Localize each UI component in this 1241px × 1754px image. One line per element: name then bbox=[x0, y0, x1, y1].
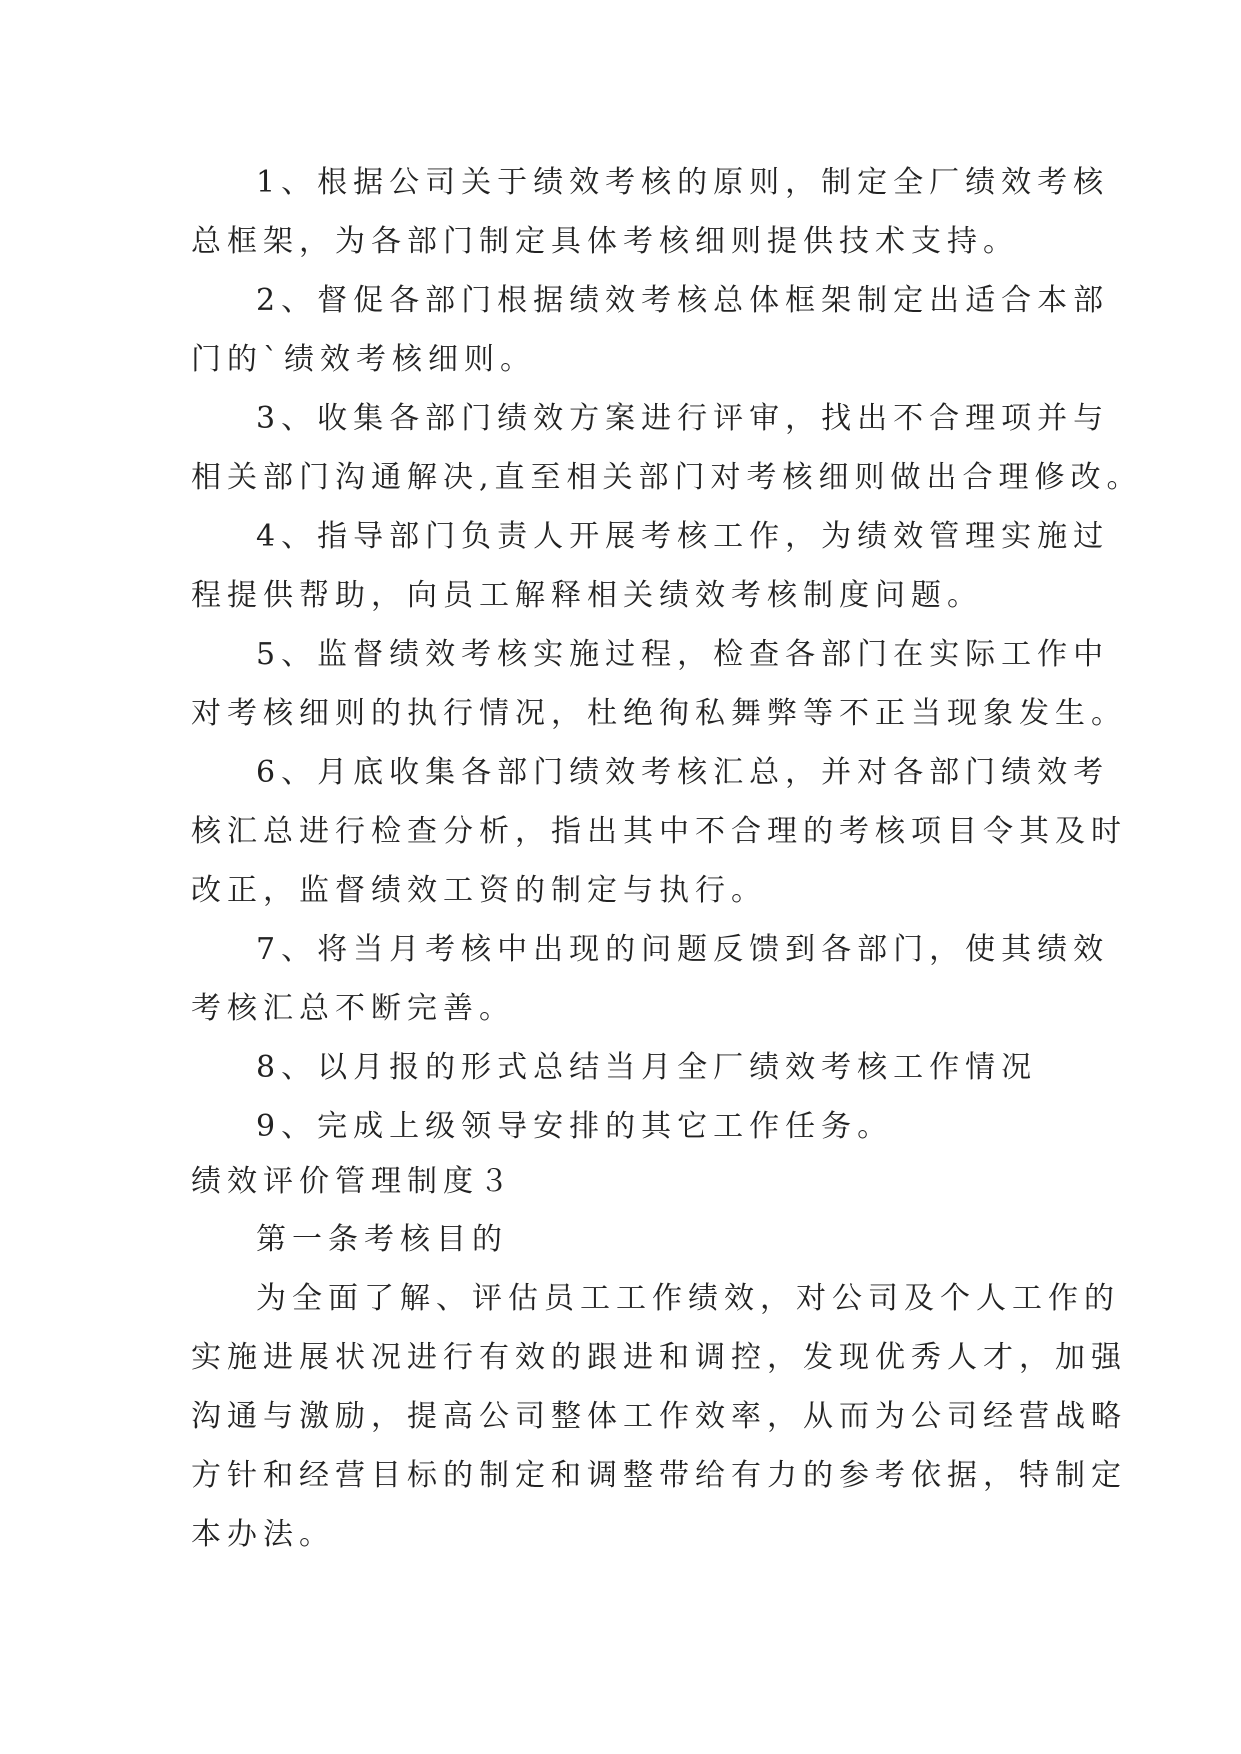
paragraph-line: 为全面了解、评估员工工作绩效，对公司及个人工作的 bbox=[256, 1281, 1120, 1316]
paragraph-line: 总框架，为各部门制定具体考核细则提供技术支持。 bbox=[191, 224, 1019, 259]
paragraph-line: 方针和经营目标的制定和调整带给有力的参考依据，特制定 bbox=[191, 1458, 1127, 1493]
paragraph-line: 相关部门沟通解决,直至相关部门对考核细则做出合理修改。 bbox=[191, 460, 1143, 495]
paragraph-line: 实施进展状况进行有效的跟进和调控，发现优秀人才，加强 bbox=[191, 1340, 1127, 1375]
article-heading: 第一条考核目的 bbox=[256, 1222, 508, 1257]
paragraph-line: 对考核细则的执行情况，杜绝徇私舞弊等不正当现象发生。 bbox=[191, 696, 1127, 731]
paragraph-line: 5、监督绩效考核实施过程，检查各部门在实际工作中 bbox=[256, 637, 1110, 672]
paragraph-line: 4、指导部门负责人开展考核工作，为绩效管理实施过 bbox=[256, 519, 1110, 554]
paragraph-line: 7、将当月考核中出现的问题反馈到各部门，使其绩效 bbox=[256, 932, 1110, 967]
paragraph-line: 考核汇总不断完善。 bbox=[191, 991, 515, 1026]
paragraph-line: 程提供帮助，向员工解释相关绩效考核制度问题。 bbox=[191, 578, 983, 613]
paragraph-line: 核汇总进行检查分析，指出其中不合理的考核项目令其及时 bbox=[191, 814, 1127, 849]
paragraph-line: 9、完成上级领导安排的其它工作任务。 bbox=[256, 1109, 894, 1144]
paragraph-line: 改正，监督绩效工资的制定与执行。 bbox=[191, 873, 767, 908]
paragraph-line: 门的`绩效考核细则。 bbox=[191, 342, 536, 377]
paragraph-line: 1、根据公司关于绩效考核的原则，制定全厂绩效考核 bbox=[256, 165, 1110, 200]
paragraph-line: 6、月底收集各部门绩效考核汇总，并对各部门绩效考 bbox=[256, 755, 1110, 790]
paragraph-line: 本办法。 bbox=[191, 1517, 335, 1552]
section-heading: 绩效评价管理制度３ bbox=[191, 1164, 515, 1199]
paragraph-line: 沟通与激励，提高公司整体工作效率，从而为公司经营战略 bbox=[191, 1399, 1127, 1434]
paragraph-line: 2、督促各部门根据绩效考核总体框架制定出适合本部 bbox=[256, 283, 1110, 318]
paragraph-line: 8、以月报的形式总结当月全厂绩效考核工作情况 bbox=[256, 1050, 1038, 1085]
paragraph-line: 3、收集各部门绩效方案进行评审，找出不合理项并与 bbox=[256, 401, 1110, 436]
